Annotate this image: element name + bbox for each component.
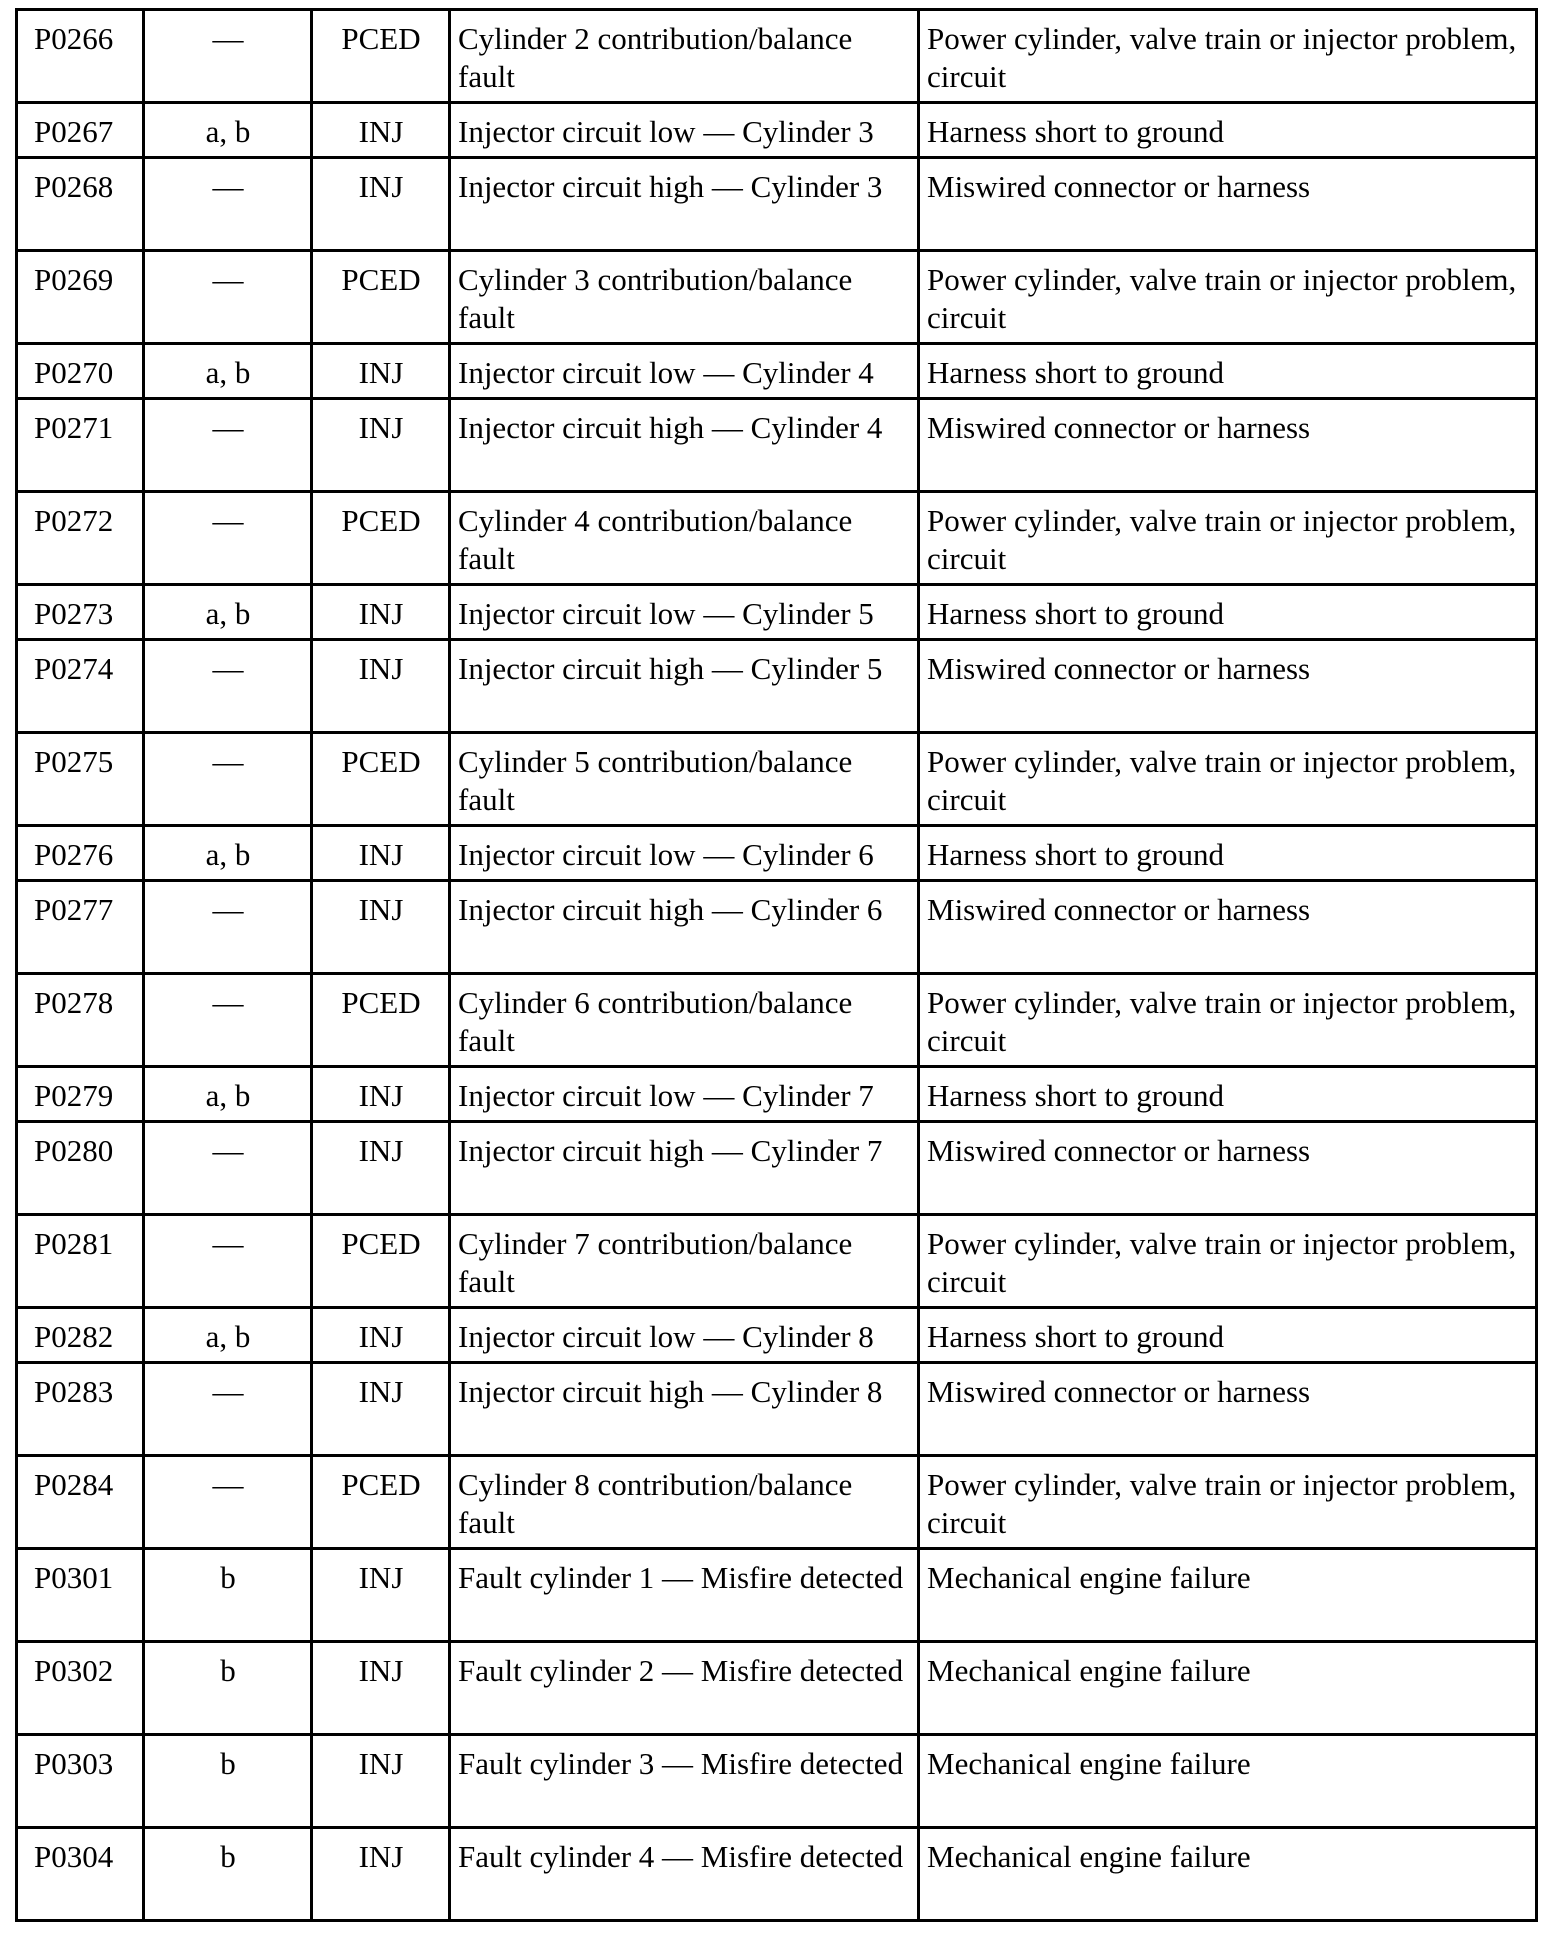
flags-cell: b <box>144 1828 312 1921</box>
flags-cell: — <box>144 158 312 251</box>
flags-cell: — <box>144 1215 312 1308</box>
table-row <box>17 1828 1537 1921</box>
system-cell: PCED <box>312 733 450 826</box>
table-row <box>17 492 1537 585</box>
dtc-code-cell: P0268 <box>17 158 144 251</box>
dtc-code-cell: P0271 <box>17 399 144 492</box>
table-row <box>17 158 1537 251</box>
system-cell: INJ <box>312 344 450 399</box>
flags-cell: a, b <box>144 344 312 399</box>
probable-cause-cell: Mechanical engine failure <box>919 1642 1537 1735</box>
dtc-code-cell: P0281 <box>17 1215 144 1308</box>
description-cell: Cylinder 3 contribution/balance fault <box>450 251 919 344</box>
dtc-code-cell: P0279 <box>17 1067 144 1122</box>
flags-cell: b <box>144 1549 312 1642</box>
dtc-code-cell: P0302 <box>17 1642 144 1735</box>
system-cell: INJ <box>312 1735 450 1828</box>
table-row <box>17 974 1537 1067</box>
system-cell: PCED <box>312 10 450 103</box>
table-row <box>17 1456 1537 1549</box>
description-cell: Injector circuit low — Cylinder 3 <box>450 103 919 158</box>
system-cell: INJ <box>312 158 450 251</box>
flags-cell: a, b <box>144 826 312 881</box>
description-cell: Injector circuit low — Cylinder 5 <box>450 585 919 640</box>
flags-cell: a, b <box>144 1067 312 1122</box>
flags-cell: — <box>144 1122 312 1215</box>
dtc-code-cell: P0303 <box>17 1735 144 1828</box>
table-row <box>17 733 1537 826</box>
probable-cause-cell: Mechanical engine failure <box>919 1828 1537 1921</box>
flags-cell: — <box>144 733 312 826</box>
dtc-code-cell: P0266 <box>17 10 144 103</box>
probable-cause-cell: Harness short to ground <box>919 1308 1537 1363</box>
system-cell: INJ <box>312 399 450 492</box>
probable-cause-cell: Power cylinder, valve train or injector problem, circuit <box>919 10 1537 103</box>
table-row <box>17 1549 1537 1642</box>
dtc-code-cell: P0273 <box>17 585 144 640</box>
system-cell: INJ <box>312 640 450 733</box>
flags-cell: b <box>144 1735 312 1828</box>
probable-cause-cell: Power cylinder, valve train or injector problem, circuit <box>919 974 1537 1067</box>
description-cell: Injector circuit high — Cylinder 8 <box>450 1363 919 1456</box>
table-row <box>17 1642 1537 1735</box>
table-row <box>17 881 1537 974</box>
probable-cause-cell: Power cylinder, valve train or injector problem, circuit <box>919 251 1537 344</box>
system-cell: INJ <box>312 881 450 974</box>
dtc-code-cell: P0277 <box>17 881 144 974</box>
description-cell: Cylinder 6 contribution/balance fault <box>450 974 919 1067</box>
description-cell: Injector circuit high — Cylinder 6 <box>450 881 919 974</box>
system-cell: PCED <box>312 974 450 1067</box>
flags-cell: — <box>144 399 312 492</box>
flags-cell: a, b <box>144 1308 312 1363</box>
table-row <box>17 1215 1537 1308</box>
probable-cause-cell: Mechanical engine failure <box>919 1735 1537 1828</box>
flags-cell: a, b <box>144 585 312 640</box>
description-cell: Cylinder 7 contribution/balance fault <box>450 1215 919 1308</box>
dtc-table <box>15 8 1538 1922</box>
probable-cause-cell: Power cylinder, valve train or injector problem, circuit <box>919 492 1537 585</box>
table-row <box>17 251 1537 344</box>
dtc-code-cell: P0304 <box>17 1828 144 1921</box>
system-cell: INJ <box>312 1308 450 1363</box>
dtc-table-body <box>17 10 1537 1921</box>
dtc-code-cell: P0267 <box>17 103 144 158</box>
dtc-code-cell: P0275 <box>17 733 144 826</box>
dtc-code-cell: P0282 <box>17 1308 144 1363</box>
dtc-code-cell: P0270 <box>17 344 144 399</box>
flags-cell: — <box>144 640 312 733</box>
description-cell: Injector circuit high — Cylinder 7 <box>450 1122 919 1215</box>
flags-cell: — <box>144 1456 312 1549</box>
probable-cause-cell: Miswired connector or harness <box>919 881 1537 974</box>
description-cell: Cylinder 5 contribution/balance fault <box>450 733 919 826</box>
description-cell: Fault cylinder 3 — Misfire detected <box>450 1735 919 1828</box>
flags-cell: b <box>144 1642 312 1735</box>
probable-cause-cell: Miswired connector or harness <box>919 399 1537 492</box>
table-row <box>17 344 1537 399</box>
flags-cell: — <box>144 881 312 974</box>
probable-cause-cell: Power cylinder, valve train or injector problem, circuit <box>919 733 1537 826</box>
flags-cell: — <box>144 10 312 103</box>
dtc-code-cell: P0280 <box>17 1122 144 1215</box>
dtc-code-cell: P0276 <box>17 826 144 881</box>
dtc-code-cell: P0274 <box>17 640 144 733</box>
table-row <box>17 585 1537 640</box>
system-cell: INJ <box>312 1642 450 1735</box>
dtc-code-cell: P0283 <box>17 1363 144 1456</box>
system-cell: INJ <box>312 103 450 158</box>
flags-cell: — <box>144 974 312 1067</box>
document-page <box>15 8 1535 1922</box>
table-row <box>17 826 1537 881</box>
flags-cell: — <box>144 492 312 585</box>
flags-cell: — <box>144 251 312 344</box>
description-cell: Injector circuit low — Cylinder 6 <box>450 826 919 881</box>
description-cell: Fault cylinder 4 — Misfire detected <box>450 1828 919 1921</box>
system-cell: PCED <box>312 251 450 344</box>
description-cell: Fault cylinder 1 — Misfire detected <box>450 1549 919 1642</box>
probable-cause-cell: Harness short to ground <box>919 344 1537 399</box>
table-row <box>17 399 1537 492</box>
probable-cause-cell: Miswired connector or harness <box>919 158 1537 251</box>
table-row <box>17 640 1537 733</box>
dtc-code-cell: P0284 <box>17 1456 144 1549</box>
system-cell: INJ <box>312 1363 450 1456</box>
system-cell: INJ <box>312 1122 450 1215</box>
probable-cause-cell: Harness short to ground <box>919 585 1537 640</box>
description-cell: Injector circuit high — Cylinder 4 <box>450 399 919 492</box>
system-cell: PCED <box>312 1215 450 1308</box>
probable-cause-cell: Harness short to ground <box>919 826 1537 881</box>
table-row <box>17 10 1537 103</box>
probable-cause-cell: Miswired connector or harness <box>919 1363 1537 1456</box>
description-cell: Cylinder 8 contribution/balance fault <box>450 1456 919 1549</box>
dtc-code-cell: P0272 <box>17 492 144 585</box>
description-cell: Fault cylinder 2 — Misfire detected <box>450 1642 919 1735</box>
system-cell: INJ <box>312 826 450 881</box>
table-row <box>17 1735 1537 1828</box>
description-cell: Injector circuit low — Cylinder 4 <box>450 344 919 399</box>
dtc-code-cell: P0278 <box>17 974 144 1067</box>
table-row <box>17 1122 1537 1215</box>
probable-cause-cell: Miswired connector or harness <box>919 640 1537 733</box>
system-cell: PCED <box>312 492 450 585</box>
table-row <box>17 103 1537 158</box>
table-row <box>17 1363 1537 1456</box>
description-cell: Cylinder 2 contribution/balance fault <box>450 10 919 103</box>
probable-cause-cell: Mechanical engine failure <box>919 1549 1537 1642</box>
probable-cause-cell: Power cylinder, valve train or injector problem, circuit <box>919 1456 1537 1549</box>
probable-cause-cell: Miswired connector or harness <box>919 1122 1537 1215</box>
probable-cause-cell: Harness short to ground <box>919 103 1537 158</box>
flags-cell: — <box>144 1363 312 1456</box>
table-row <box>17 1067 1537 1122</box>
system-cell: PCED <box>312 1456 450 1549</box>
probable-cause-cell: Harness short to ground <box>919 1067 1537 1122</box>
system-cell: INJ <box>312 1828 450 1921</box>
description-cell: Cylinder 4 contribution/balance fault <box>450 492 919 585</box>
description-cell: Injector circuit high — Cylinder 5 <box>450 640 919 733</box>
system-cell: INJ <box>312 585 450 640</box>
system-cell: INJ <box>312 1067 450 1122</box>
table-row <box>17 1308 1537 1363</box>
description-cell: Injector circuit low — Cylinder 8 <box>450 1308 919 1363</box>
probable-cause-cell: Power cylinder, valve train or injector problem, circuit <box>919 1215 1537 1308</box>
dtc-code-cell: P0301 <box>17 1549 144 1642</box>
description-cell: Injector circuit high — Cylinder 3 <box>450 158 919 251</box>
description-cell: Injector circuit low — Cylinder 7 <box>450 1067 919 1122</box>
system-cell: INJ <box>312 1549 450 1642</box>
dtc-code-cell: P0269 <box>17 251 144 344</box>
flags-cell: a, b <box>144 103 312 158</box>
